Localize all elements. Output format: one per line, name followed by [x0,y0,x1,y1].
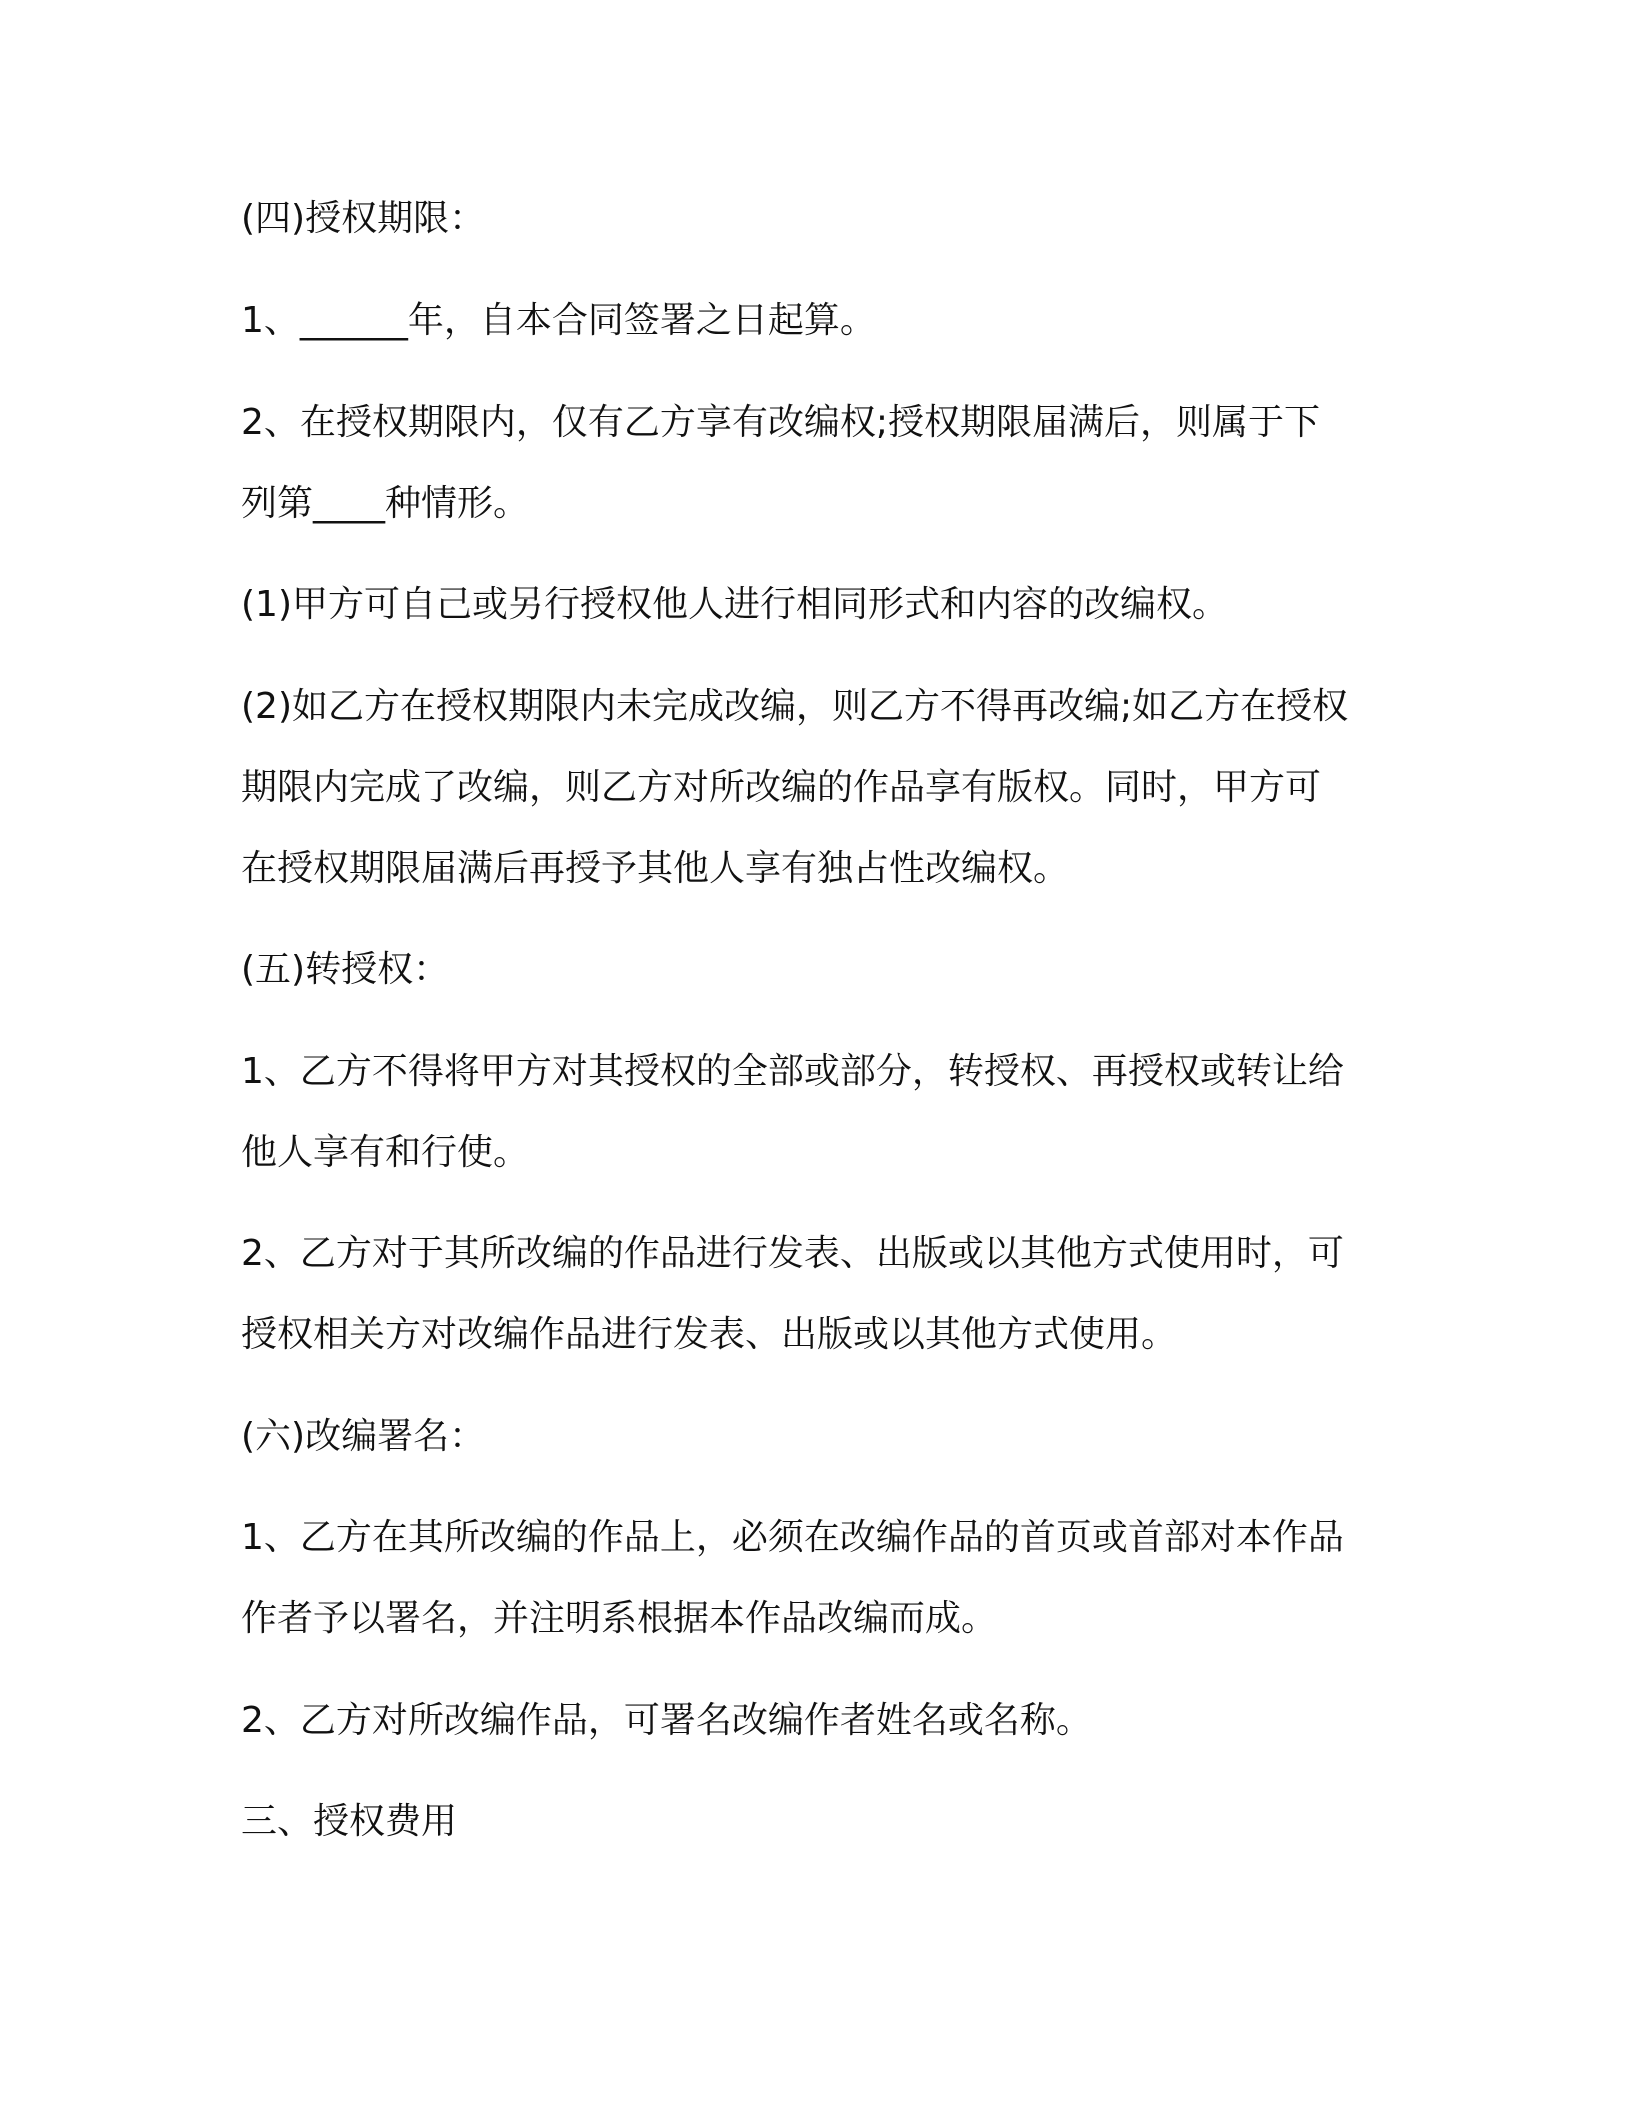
section-heading-attribution: (六)改编署名： [241,1416,486,1457]
section-heading-fees: 三、授权费用 [241,1801,458,1842]
paragraph-line: 列第____种情形。 [241,483,530,524]
paragraph-line: 他人享有和行使。 [241,1132,530,1173]
paragraph-line: 1、乙方不得将甲方对其授权的全部或部分，转授权、再授权或转让给 [241,1051,1344,1092]
paragraph-line: (1)甲方可自己或另行授权他人进行相同形式和内容的改编权。 [241,584,1228,625]
paragraph-line: 期限内完成了改编，则乙方对所改编的作品享有版权。同时，甲方可 [241,767,1322,808]
section-heading-term: (四)授权期限： [241,198,486,239]
paragraph-line: 2、在授权期限内，仅有乙方享有改编权;授权期限届满后，则属于下 [241,402,1321,443]
paragraph-line: 2、乙方对于其所改编的作品进行发表、出版或以其他方式使用时，可 [241,1233,1344,1274]
section-heading-sublicense: (五)转授权： [241,949,450,990]
paragraph-line: 作者予以署名，并注明系根据本作品改编而成。 [241,1598,998,1639]
paragraph-line: 在授权期限届满后再授予其他人享有独占性改编权。 [241,848,1070,889]
paragraph-line: 授权相关方对改编作品进行发表、出版或以其他方式使用。 [241,1314,1178,1355]
paragraph-line: (2)如乙方在授权期限内未完成改编，则乙方不得再改编;如乙方在授权 [241,686,1349,727]
paragraph-line: 1、乙方在其所改编的作品上，必须在改编作品的首页或首部对本作品 [241,1517,1344,1558]
paragraph-line: 1、______年，自本合同签署之日起算。 [241,300,876,341]
paragraph-line: 2、乙方对所改编作品，可署名改编作者姓名或名称。 [241,1700,1092,1741]
